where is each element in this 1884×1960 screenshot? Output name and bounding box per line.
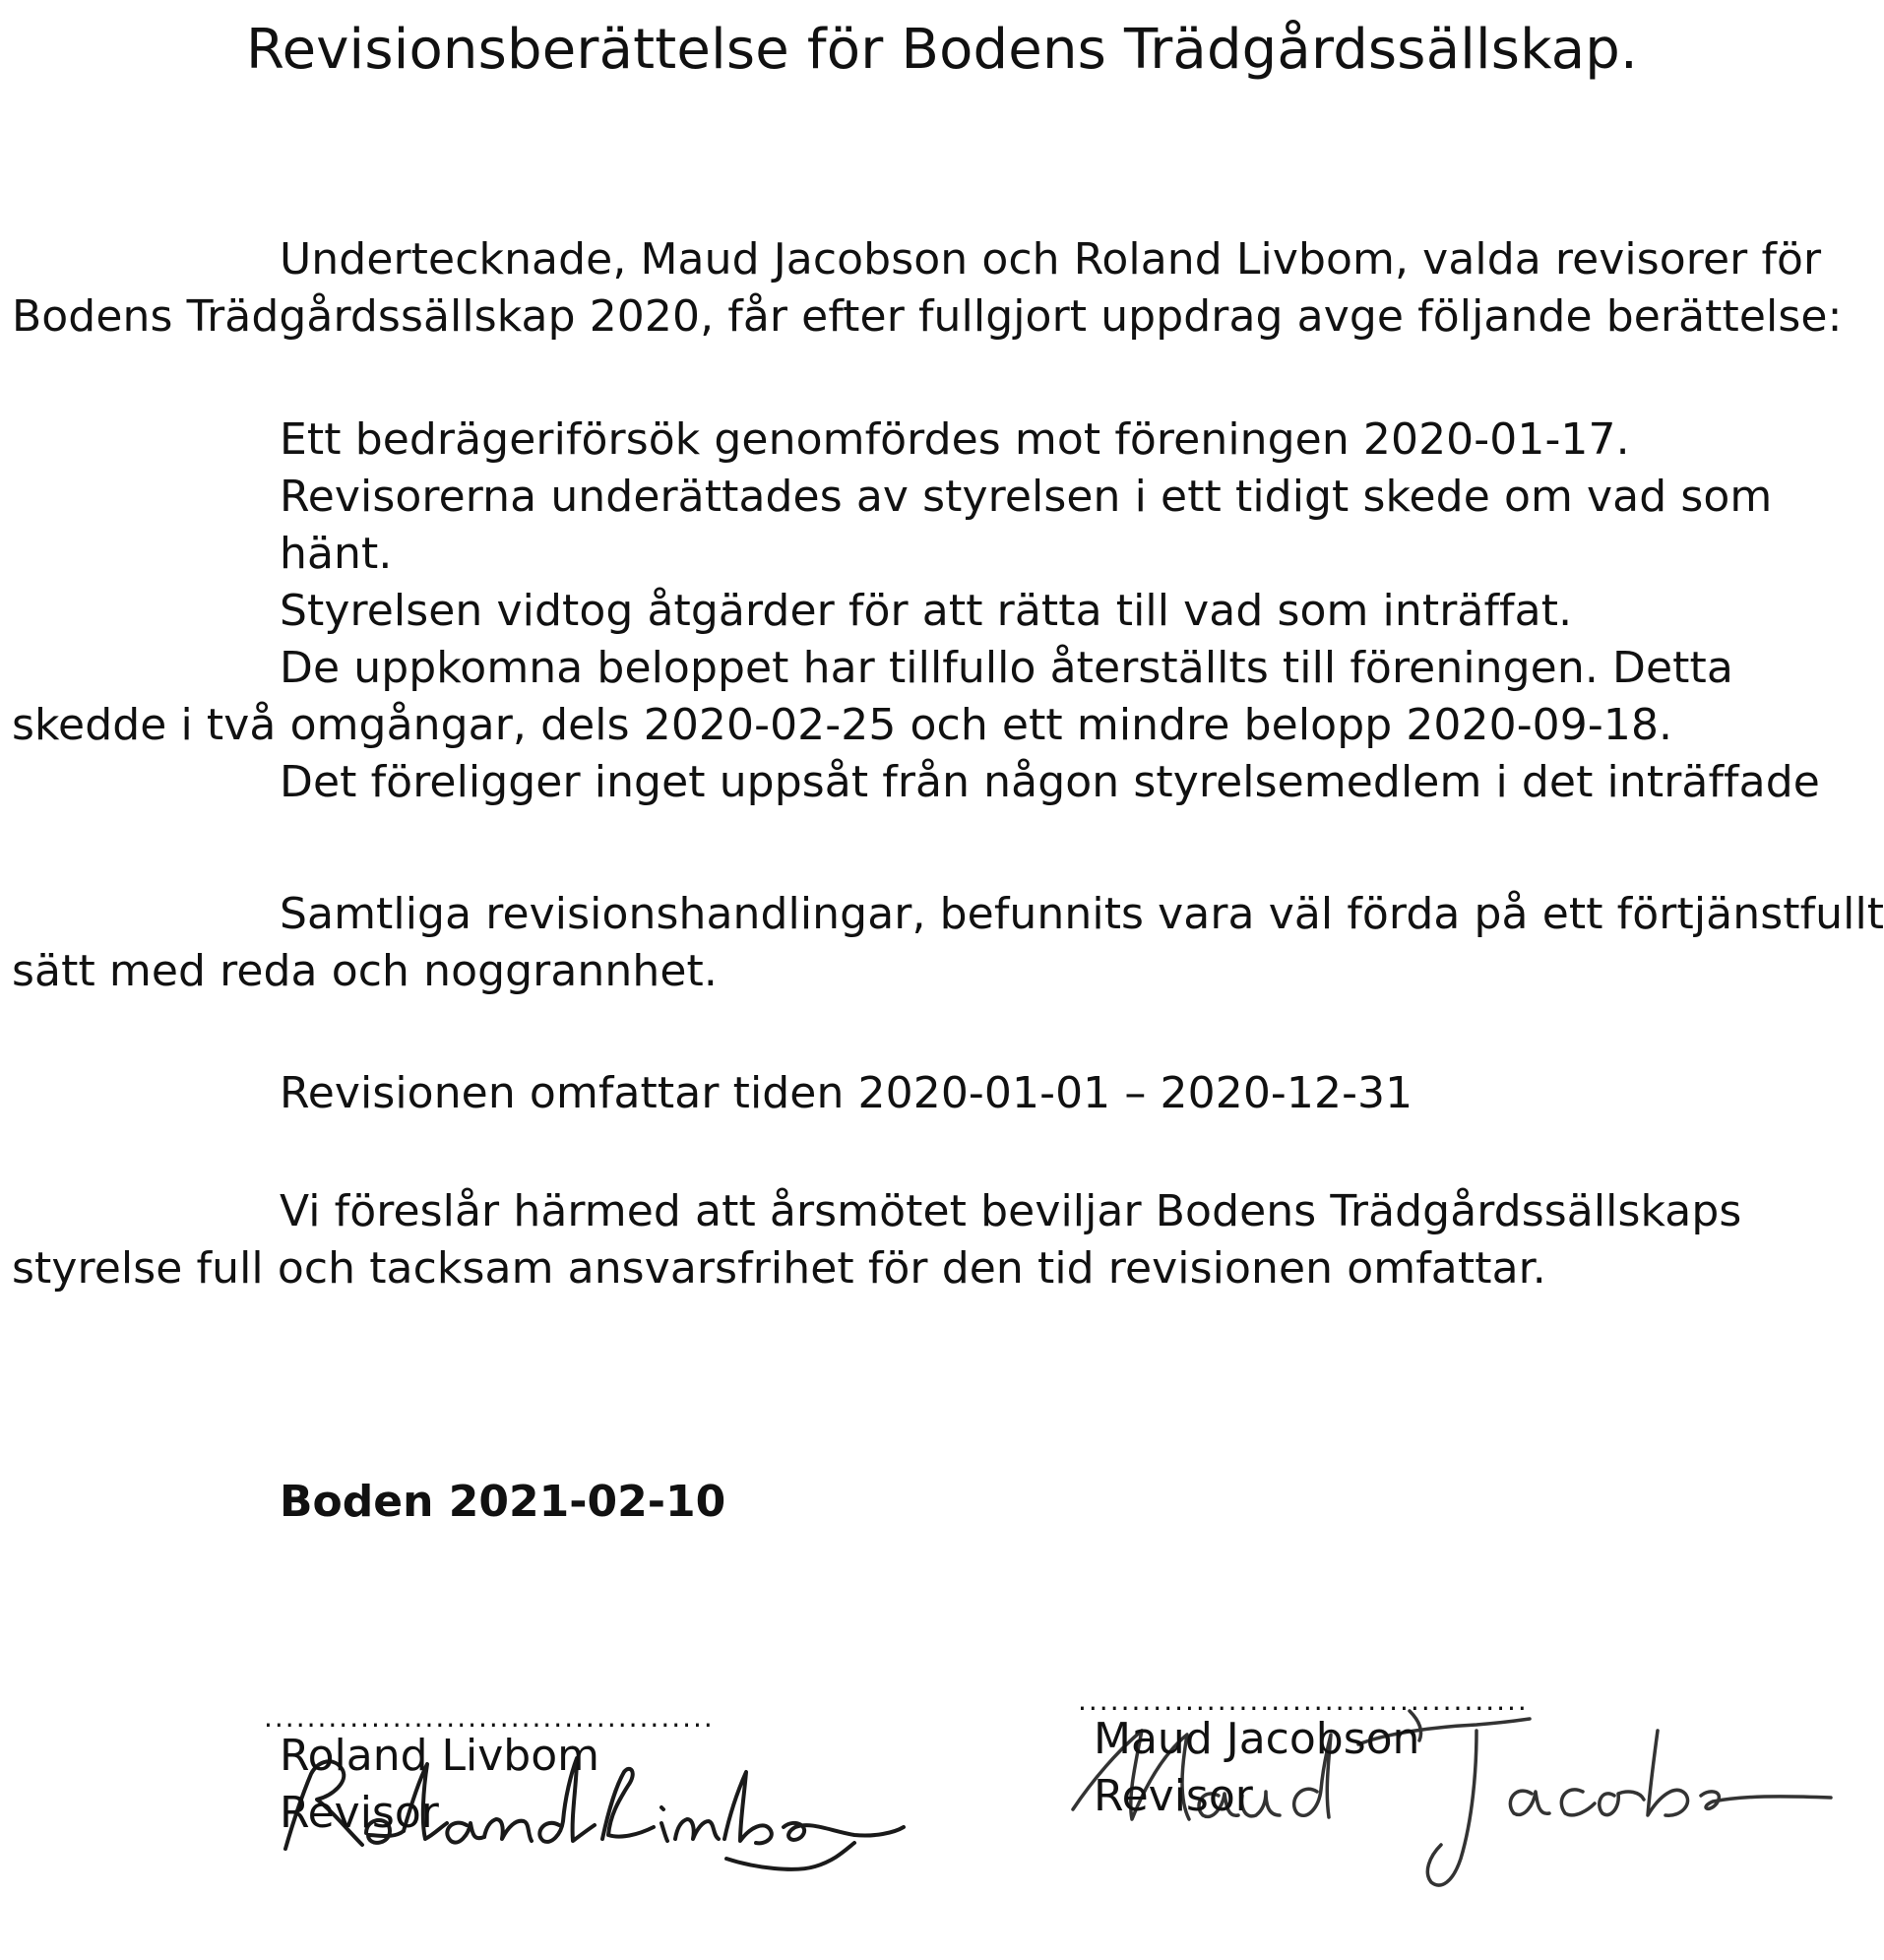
findings-paragraph <box>12 411 1872 811</box>
records-paragraph <box>12 886 1884 1000</box>
proposal-paragraph <box>12 1183 1872 1297</box>
finding-line: Ett bedrägeriförsök genomfördes mot föreningen 2020-01-17. <box>280 414 1630 465</box>
proposal-line: styrelse full och tacksam ansvarsfrihet för den tid revisionen omfattar. <box>12 1243 1546 1294</box>
signature-dotted-line: .......................................... <box>1078 1691 1529 1711</box>
finding-line: skedde i två omgångar, dels 2020-02-25 och ett mindre belopp 2020-09-18. <box>12 700 1673 750</box>
signer-role: Revisor <box>1094 1771 1253 1821</box>
intro-line: Undertecknade, Maud Jacobson och Roland Livbom, valda revisorer för <box>280 234 1822 285</box>
records-line: sätt med reda och noggrannhet. <box>12 946 718 996</box>
proposal-line: Vi föreslår härmed att årsmötet beviljar Bodens Trädgårdssällskaps <box>280 1186 1742 1236</box>
signature-block-right <box>1078 1691 1668 1825</box>
finding-line: Det föreligger inget uppsåt från någon styrelsemedlem i det inträffade <box>280 757 1820 807</box>
signer-name: Roland Livbom <box>280 1731 599 1781</box>
signer-role: Revisor <box>280 1788 439 1838</box>
signature-block-left <box>264 1708 854 1842</box>
finding-line: Revisorerna underättades av styrelsen i ett tidigt skede om vad som <box>280 472 1773 522</box>
finding-line: Styrelsen vidtog åtgärder för att rätta till vad som inträffat. <box>280 586 1573 636</box>
period-line: Revisionen omfattar tiden 2020-01-01 – 2020-12-31 <box>280 1068 1413 1118</box>
intro-paragraph <box>12 231 1872 346</box>
document-title: Revisionsberättelse för Bodens Trädgårdssällskap. <box>245 18 1639 82</box>
signer-name: Maud Jacobson <box>1094 1714 1420 1764</box>
finding-line: hänt. <box>280 529 393 579</box>
signature-dotted-line: .......................................... <box>264 1708 715 1728</box>
intro-line: Bodens Trädgårdssällskap 2020, får efter fullgjort uppdrag avge följande berättelse: <box>12 291 1843 342</box>
place-and-date: Boden 2021-02-10 <box>280 1477 726 1527</box>
records-line: Samtliga revisionshandlingar, befunnits vara väl förda på ett förtjänstfullt <box>280 889 1884 939</box>
period-paragraph <box>12 1065 1872 1122</box>
finding-line: De uppkomna beloppet har tillfullo återställts till föreningen. Detta <box>280 643 1733 693</box>
